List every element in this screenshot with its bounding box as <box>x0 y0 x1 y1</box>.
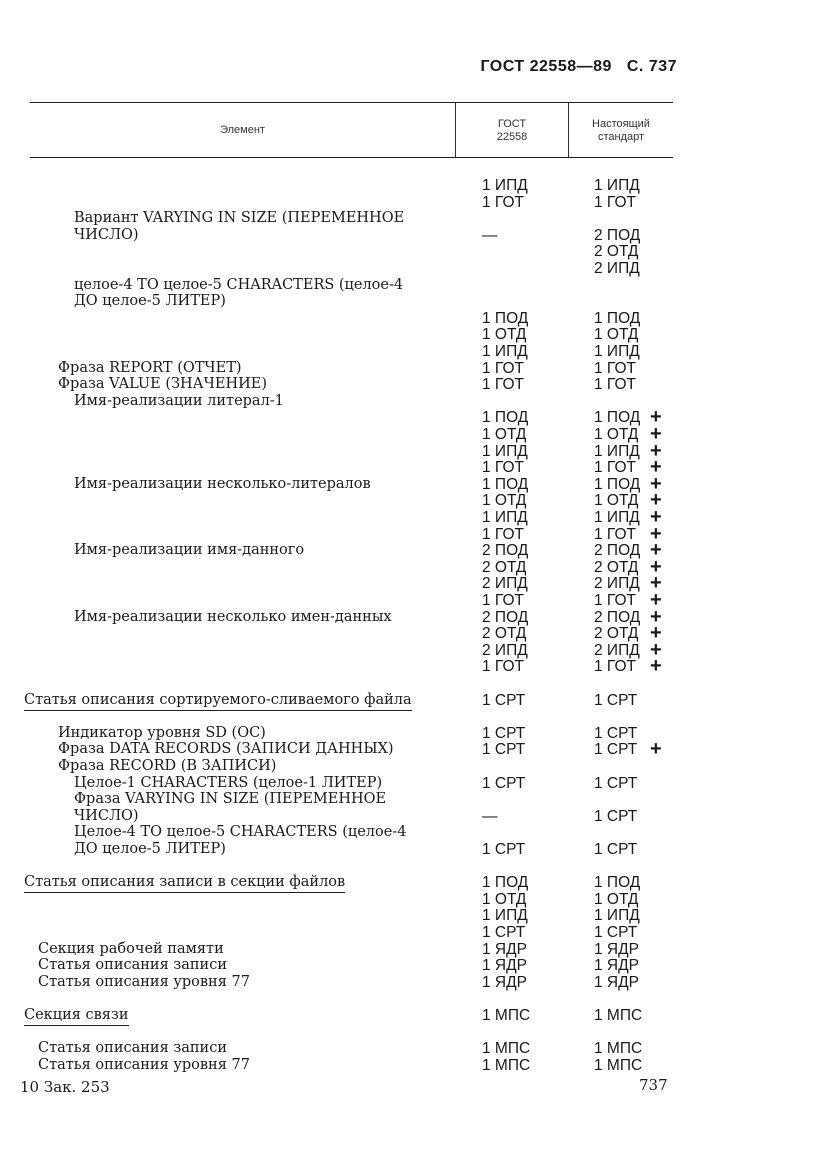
element-label: ДО целое-5 ЛИТЕР) <box>74 293 226 310</box>
element-label: Фраза VALUE (ЗНАЧЕНИЕ) <box>58 376 267 393</box>
standard-value: 1 ГОТ <box>594 592 636 609</box>
plus-mark: + <box>650 555 662 578</box>
table-row <box>0 423 827 445</box>
table-row <box>0 924 827 941</box>
table-row <box>0 874 827 891</box>
gost-22558-value: 1 СРТ <box>482 841 526 858</box>
table-row <box>0 360 827 377</box>
table-row <box>0 824 827 841</box>
table-row <box>0 808 827 825</box>
table-row <box>0 941 827 958</box>
gost-22558-value: 1 ПОД <box>482 309 529 327</box>
table-row <box>0 522 827 545</box>
standard-value: 1 ИПД <box>594 509 640 526</box>
column-header-standard <box>569 118 673 144</box>
standard-value: 1 ГОТ <box>594 376 636 394</box>
gost-22558-value: 1 ИПД <box>482 442 528 460</box>
gost-22558-value: 1 ГОТ <box>482 193 524 211</box>
plus-mark: + <box>650 605 662 628</box>
plus-mark: + <box>650 489 662 512</box>
table-row <box>0 539 827 562</box>
standard-value: 1 СРТ <box>594 724 638 742</box>
gost-22558-value: 1 ГОТ <box>482 359 524 377</box>
table-row <box>0 376 827 393</box>
plus-mark: + <box>650 456 662 479</box>
gost-22558-value: 1 СРТ <box>482 724 526 742</box>
element-label: Секция рабочей памяти <box>38 940 224 957</box>
table-row <box>0 638 827 661</box>
column-header-element: Элемент <box>220 124 265 136</box>
table-row <box>0 974 827 991</box>
standard-value: 1 ИПД <box>594 343 640 360</box>
table-row <box>0 841 827 858</box>
gost-22558-value: 1 ОТД <box>482 890 527 908</box>
plus-mark: + <box>650 738 662 761</box>
table-row <box>0 406 827 429</box>
plus-mark: + <box>650 522 662 545</box>
standard-value: 1 СРТ <box>594 924 638 941</box>
element-label: Фраза RECORD (В ЗАПИСИ) <box>58 758 277 774</box>
table-row <box>0 605 827 628</box>
table-row <box>0 791 827 808</box>
table-row <box>0 472 827 495</box>
standard-value: 2 ПОД <box>594 226 641 244</box>
gost-22558-value: 1 ГОТ <box>482 376 524 394</box>
standard-value: 2 ОТД <box>594 625 639 643</box>
standard-value: 1 ПОД <box>594 475 641 493</box>
gost-22558-value: 1 ЯДР <box>482 957 527 975</box>
plus-mark: + <box>650 506 662 528</box>
table-row <box>0 858 827 875</box>
gost-22558-value: 1 СРТ <box>482 691 526 709</box>
plus-mark: + <box>650 539 662 562</box>
standard-value: 2 ПОД <box>594 608 641 626</box>
standard-value: 2 ОТД <box>594 243 639 261</box>
standard-value: 1 МПС <box>594 1056 643 1074</box>
standard-value: 1 СРТ <box>594 807 638 825</box>
section-heading: Статья описания записи в секции файлов <box>24 874 345 893</box>
table-row <box>0 277 827 294</box>
gost-22558-value: 2 ПОД <box>482 542 529 560</box>
table-row <box>0 622 827 645</box>
plus-mark: + <box>650 472 662 495</box>
standard-value: 1 ЯДР <box>594 957 639 975</box>
standard-value: 2 ОТД <box>594 558 639 576</box>
standard-value: 1 СРТ <box>594 841 638 858</box>
element-label: Статья описания записи <box>38 957 228 974</box>
gost-22558-value: 2 ИПД <box>482 641 528 659</box>
table-row <box>0 293 827 310</box>
element-label: Фраза DATA RECORDS (ЗАПИСИ ДАННЫХ) <box>58 741 394 758</box>
standard-value: 1 ГОТ <box>594 658 636 676</box>
table-row <box>0 692 827 709</box>
standard-value: 1 ПОД <box>594 874 641 892</box>
standard-value: 1 ОТД <box>594 890 639 908</box>
standard-value: 1 ГОТ <box>594 359 636 377</box>
plus-mark: + <box>650 638 662 661</box>
standard-value: 1 ЯДР <box>594 940 639 958</box>
standard-value: 1 СРТ <box>594 774 638 792</box>
gost-22558-value: 1 МПС <box>482 1056 531 1074</box>
table-row <box>0 555 827 578</box>
element-label: Имя-реализации несколько-литералов <box>74 475 371 492</box>
standard-value: 1 ГОТ <box>594 193 636 211</box>
gost-22558-value: — <box>482 807 498 825</box>
gost-22558-value: 1 ГОТ <box>482 459 524 477</box>
table-row <box>0 725 827 742</box>
plus-mark: + <box>650 439 662 462</box>
gost-22558-value: 2 ПОД <box>482 608 529 626</box>
gost-22558-value: 1 ОТД <box>482 326 527 344</box>
gost-22558-value: 1 ЯДР <box>482 973 527 991</box>
gost-22558-value: 1 ОТД <box>482 426 527 443</box>
print-order-note: 10 Зак. 253 <box>20 1078 110 1096</box>
element-label: Фраза REPORT (ОТЧЕТ) <box>58 359 242 376</box>
plus-mark: + <box>650 406 662 429</box>
gost-22558-value: 2 ОТД <box>482 625 527 643</box>
standard-value: 1 МПС <box>594 1040 643 1058</box>
standard-value: 1 ИПД <box>594 907 640 925</box>
table-row <box>0 489 827 512</box>
table-row <box>0 506 827 528</box>
standard-value: 2 ИПД <box>594 641 640 659</box>
gost-22558-value: 1 ГОТ <box>482 525 524 543</box>
standard-value: 2 ПОД <box>594 542 641 560</box>
running-header <box>480 58 677 76</box>
standard-value: 1 ГОТ <box>594 459 636 477</box>
gost-22558-value: 1 ГОТ <box>482 592 524 609</box>
table-row <box>0 227 827 244</box>
gost-22558-value: 1 СРТ <box>482 924 526 941</box>
standard-value: 1 СРТ <box>594 741 638 759</box>
page-number-footer: 737 <box>639 1076 668 1094</box>
table-header-bottom-rule <box>30 157 673 158</box>
table-row <box>0 260 827 277</box>
plus-mark: + <box>650 622 662 645</box>
table-row <box>0 891 827 908</box>
standard-value: 1 СРТ <box>594 691 638 709</box>
gost-22558-value: 1 ПОД <box>482 874 529 892</box>
standard-value: 1 ОТД <box>594 426 639 443</box>
table-row <box>0 456 827 479</box>
gost-22558-value: 1 МПС <box>482 1040 531 1058</box>
element-label: целое-4 TO целое-5 CHARACTERS (целое-4 <box>74 276 404 293</box>
gost-22558-value: 1 ИПД <box>482 509 528 526</box>
plus-mark: + <box>650 423 662 445</box>
gost-22558-value: 2 ОТД <box>482 558 527 576</box>
table-row <box>0 1040 827 1057</box>
gost-22558-value: 1 ПОД <box>482 409 529 427</box>
element-label: Статья описания записи <box>38 1040 228 1057</box>
element-label: Имя-реализации несколько имен-данных <box>74 608 392 625</box>
gost-22558-value: 1 ИПД <box>482 907 528 925</box>
plus-mark: + <box>650 572 662 595</box>
standard-value: 2 ИПД <box>594 575 640 593</box>
element-label: Целое-4 TO целое-5 CHARACTERS (целое-4 <box>74 824 407 841</box>
standard-value: 1 ИПД <box>594 442 640 460</box>
table-row <box>0 310 827 327</box>
table-row <box>0 210 827 227</box>
column-header-standard-line1: Настоящий <box>592 118 650 130</box>
table-row <box>0 1007 827 1024</box>
gost-22558-value: 1 ЯДР <box>482 940 527 958</box>
gost-22558-value: 1 СРТ <box>482 774 526 792</box>
table-row <box>0 343 827 360</box>
table-row <box>0 326 827 343</box>
plus-mark: + <box>650 655 662 678</box>
standard-value: 1 ОТД <box>594 326 639 344</box>
gost-22558-value: 1 ОТД <box>482 492 527 510</box>
table-row <box>0 1057 827 1074</box>
gost-22558-value: 1 СРТ <box>482 741 526 759</box>
section-heading: Секция связи <box>24 1007 129 1026</box>
gost-22558-value: 1 ГОТ <box>482 658 524 676</box>
gost-22558-value: — <box>482 226 498 244</box>
table-row <box>0 708 827 725</box>
element-label: Статья описания уровня 77 <box>38 1056 250 1073</box>
element-label: Вариант VARYING IN SIZE (ПЕРЕМЕННОЕ <box>74 210 405 227</box>
table-row <box>0 572 827 595</box>
table-row <box>0 439 827 462</box>
table-row <box>0 243 827 260</box>
column-header-gost-line2: 22558 <box>496 131 528 143</box>
element-label: ДО целое-5 ЛИТЕР) <box>74 841 226 857</box>
standard-value: 1 ИПД <box>594 177 640 194</box>
element-label: Имя-реализации имя-данного <box>74 542 305 559</box>
standard-value: 2 ИПД <box>594 260 640 277</box>
table-row <box>0 655 827 678</box>
gost-22558-value: 1 ИПД <box>482 343 528 360</box>
standard-number: ГОСТ 22558—89 <box>480 58 612 75</box>
table-row <box>0 738 827 761</box>
section-heading: Статья описания сортируемого-сливаемого файла <box>24 692 412 711</box>
standard-value: 1 ГОТ <box>594 525 636 543</box>
table-row <box>0 393 827 410</box>
standard-value: 1 МПС <box>594 1007 643 1024</box>
column-header-standard-line2: стандарт <box>597 131 645 143</box>
plus-mark: + <box>650 589 662 611</box>
standard-value: 1 ОТД <box>594 492 639 510</box>
element-label: ЧИСЛО) <box>74 807 139 824</box>
table-row <box>0 589 827 611</box>
column-header-gost <box>456 118 568 144</box>
table-row <box>0 675 827 692</box>
standard-value: 1 ЯДР <box>594 973 639 991</box>
table-row <box>0 1024 827 1041</box>
element-label: Целое-1 CHARACTERS (целое-1 ЛИТЕР) <box>74 774 383 791</box>
table-row <box>0 758 827 775</box>
gost-22558-value: 1 МПС <box>482 1007 531 1024</box>
gost-22558-value: 1 ИПД <box>482 177 528 194</box>
gost-22558-value: 1 ПОД <box>482 475 529 493</box>
element-label: Индикатор уровня SD (ОС) <box>58 724 266 741</box>
table-row <box>0 907 827 924</box>
table-row <box>0 177 827 194</box>
element-label: ЧИСЛО) <box>74 226 139 243</box>
standard-value: 1 ПОД <box>594 309 641 327</box>
table-row <box>0 775 827 792</box>
element-label: Имя-реализации литерал-1 <box>74 392 284 409</box>
column-header-gost-line1: ГОСТ <box>497 118 527 130</box>
table-row <box>0 957 827 974</box>
table-row <box>0 990 827 1007</box>
gost-22558-value: 2 ИПД <box>482 575 528 593</box>
page-number-header: С. 737 <box>626 58 677 75</box>
table-top-rule <box>30 102 673 103</box>
standard-value: 1 ПОД <box>594 409 641 427</box>
element-label: Статья описания уровня 77 <box>38 973 250 990</box>
table-row <box>0 194 827 211</box>
element-label: Фраза VARYING IN SIZE (ПЕРЕМЕННОЕ <box>74 791 387 808</box>
